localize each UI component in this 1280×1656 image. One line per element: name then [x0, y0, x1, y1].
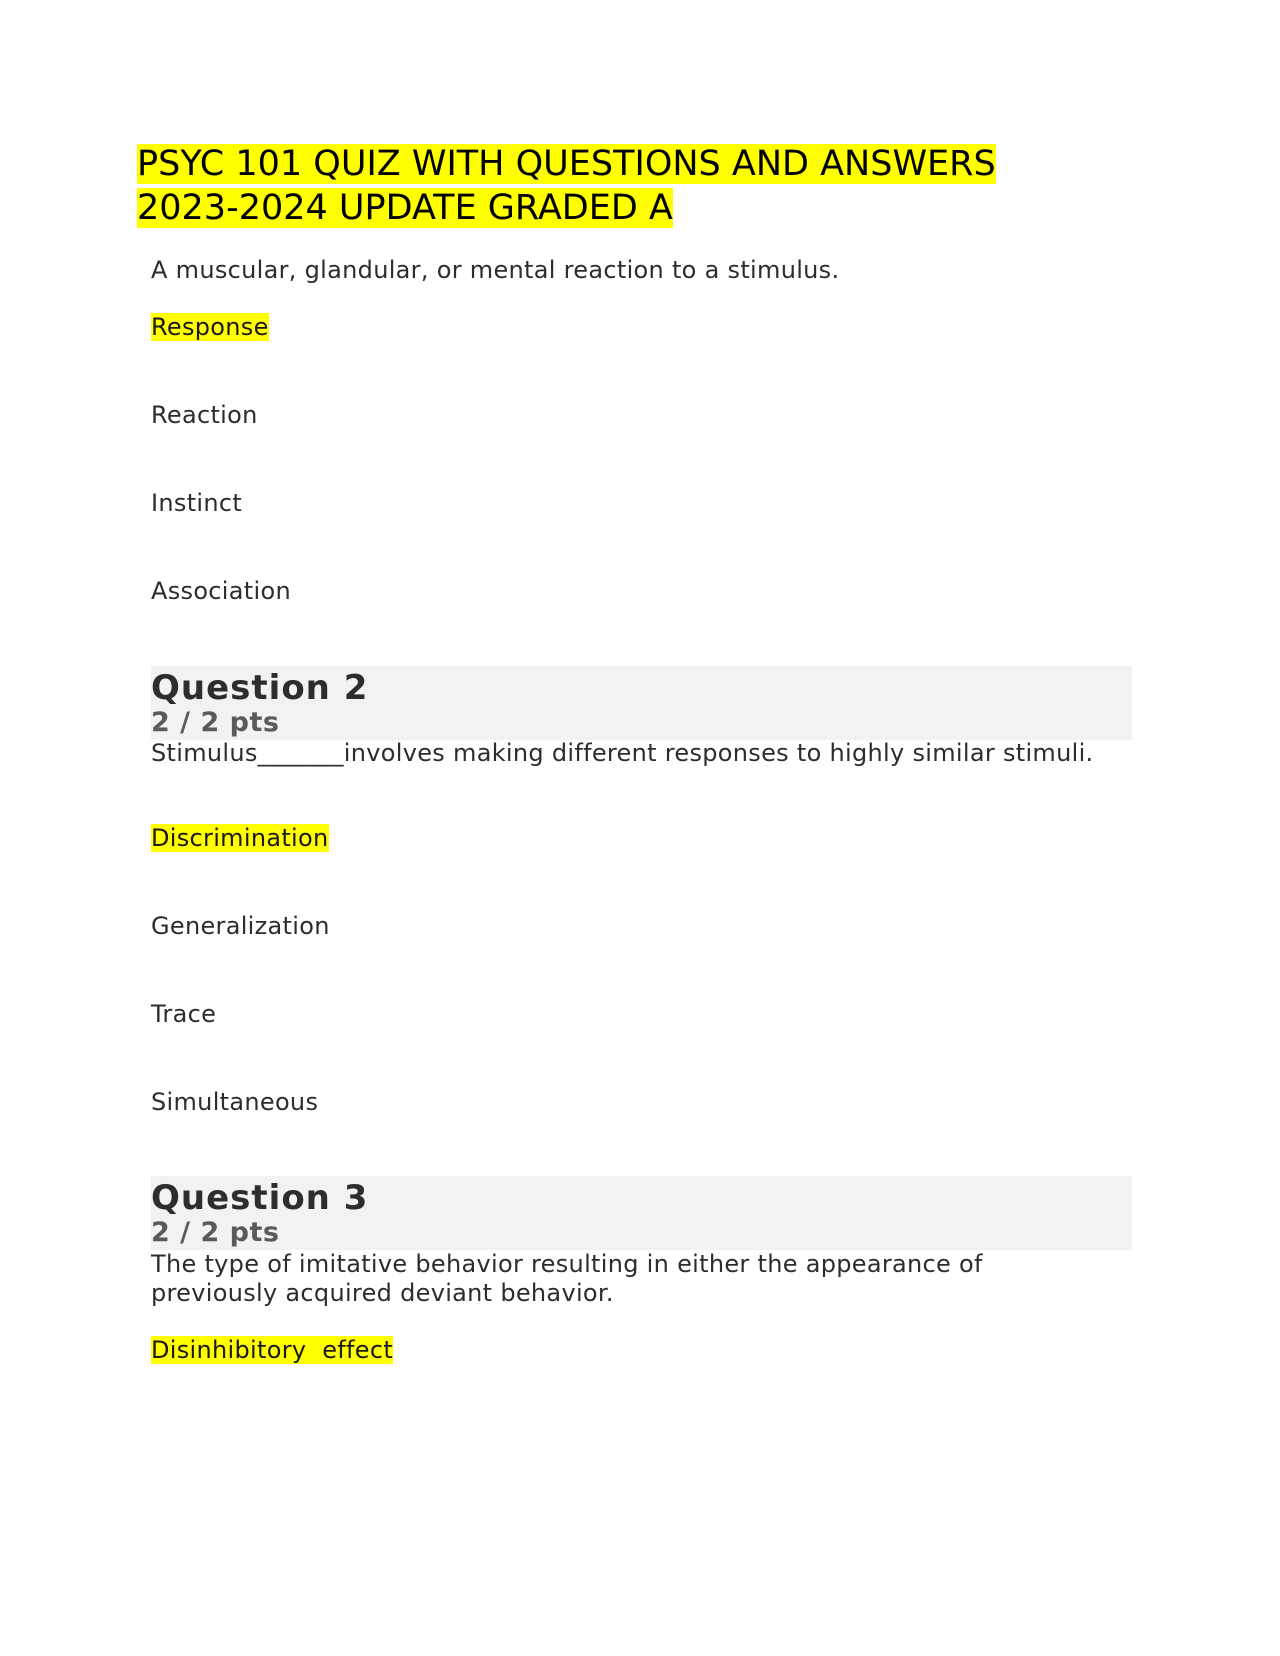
question-3-answer-1-correct	[151, 1336, 393, 1365]
answer-label: Disinhibitory effect	[151, 1336, 394, 1364]
question-2-answer-4: Simultaneous	[151, 1088, 319, 1116]
question-2-header	[151, 666, 1132, 740]
question-2-answer-1-correct	[151, 824, 329, 853]
page-title-text: PSYC 101 QUIZ WITH QUESTIONS AND ANSWERS 2023-2024 UPDATE GRADED A	[137, 144, 996, 228]
page-title	[137, 142, 1097, 230]
question-2-title: Question 2	[151, 668, 369, 708]
question-3-points: 2 / 2 pts	[151, 1217, 280, 1248]
question-2-answer-3: Trace	[151, 1000, 217, 1028]
question-3-text: The type of imitative behavior resulting in either the appearance of previously acquired deviant behavior.	[151, 1250, 983, 1307]
question-1-answer-1-correct	[151, 313, 269, 342]
question-2-answer-2: Generalization	[151, 912, 330, 940]
question-2-text: Stimulus_______involves making different responses to highly similar stimuli.	[151, 739, 1094, 767]
question-1-answer-4: Association	[151, 577, 291, 605]
question-1-answer-3: Instinct	[151, 489, 243, 517]
question-1-text: A muscular, glandular, or mental reaction to a stimulus.	[151, 256, 840, 284]
question-3-header	[151, 1176, 1132, 1250]
question-3-title: Question 3	[151, 1178, 369, 1218]
question-2-points: 2 / 2 pts	[151, 707, 280, 738]
answer-label: Discrimination	[151, 824, 329, 852]
answer-label: Response	[151, 313, 269, 341]
question-1-answer-2: Reaction	[151, 401, 258, 429]
